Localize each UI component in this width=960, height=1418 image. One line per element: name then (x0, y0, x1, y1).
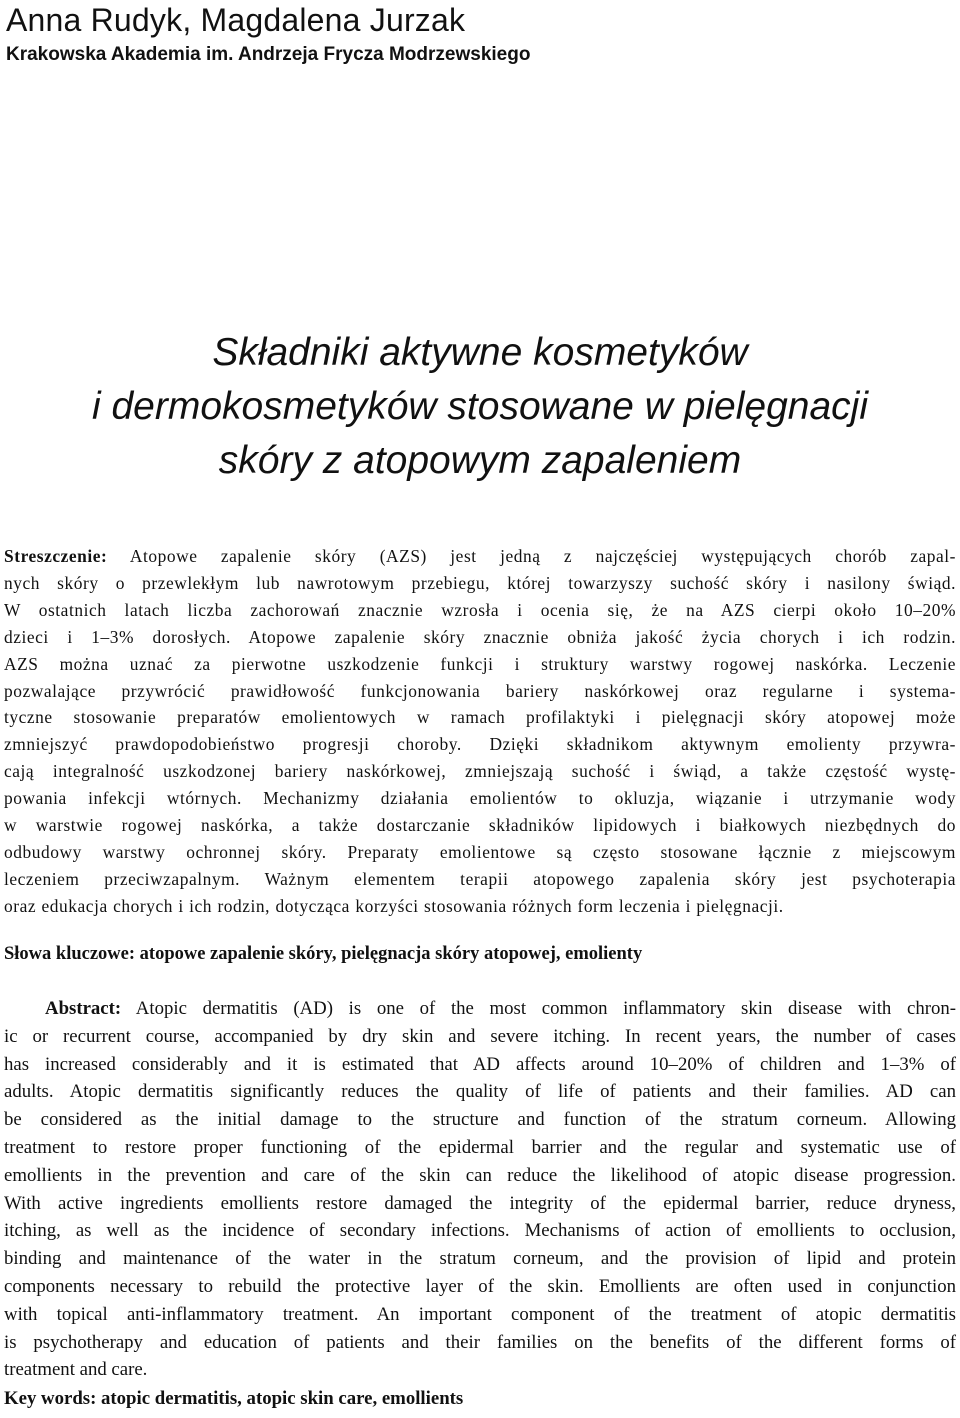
abstract-text: Atopowe zapalenie skóry (AZS) jest jedną z najczęściej występujących chorób zapal- (107, 546, 956, 566)
abstract-polish (4, 543, 956, 920)
abstract-line: With active ingredients emollients restore damaged the integrity of the epidermal barrier, reduce dryness, (4, 1192, 956, 1214)
keywords-english: Key words: atopic dermatitis, atopic skin care, emollients (4, 1388, 464, 1409)
abstract-english (4, 995, 956, 1384)
abstract-line: itching, as well as the incidence of secondary infections. Mechanisms of action of emollients to occlusion, (4, 1220, 956, 1242)
abstract-line: leczeniem przeciwzapalnym. Ważnym elementem terapii atopowego zapalenia skóry jest psychoterapia (4, 868, 956, 889)
abstract-line: w warstwie rogowej naskórka, a także dostarczanie składników lipidowych i białkowych niezbędnych do (4, 815, 956, 836)
abstract-line: nych skóry o przewlekłym lub nawrotowym przebiegu, której towarzyszy suchość skóry i nasilony świąd. (4, 572, 956, 593)
title-line: Składniki aktywne kosmetyków (212, 331, 748, 374)
abstract-line: cają integralność uszkodzonej bariery naskórkowej, zmniejszają suchość i świąd, a także częstość wystę- (4, 761, 956, 782)
abstract-label: Streszczenie: (4, 546, 108, 566)
abstract-line: emollients in the prevention and care of the skin can reduce the likelihood of atopic disease progression. (4, 1164, 956, 1186)
abstract-line: components necessary to rebuild the protective layer of the skin. Emollients are often used in conjunction (4, 1275, 956, 1297)
abstract-line: binding and maintenance of the water in the stratum corneum, and the provision of lipid and protein (4, 1248, 956, 1270)
title-line: skóry z atopowym zapaleniem (218, 439, 742, 482)
authors: Anna Rudyk, Magdalena Jurzak (6, 2, 466, 38)
abstract-line: W ostatnich latach liczba zachorowań znacznie wzrosła i ocenia się, że na AZS cierpi około 10–20% (4, 599, 956, 620)
abstract-label: Abstract: (45, 998, 122, 1019)
abstract-line (4, 995, 956, 1023)
abstract-line: treatment and care. (4, 1359, 148, 1381)
abstract-line: powania infekcji wtórnych. Mechanizmy działania emolientów to okluzja, wiązanie i utrzymanie wody (4, 788, 956, 809)
abstract-line: dzieci i 1–3% dorosłych. Atopowe zapalenie skóry znacznie obniża jakość życia chorych i ich rodzin. (4, 626, 956, 647)
abstract-line: is psychotherapy and education of patients and their families on the benefits of the different forms of (4, 1331, 956, 1353)
abstract-line: odbudowy warstwy ochronnej skóry. Preparaty emolientowe są często stosowane łącznie z miejscowym (4, 841, 956, 862)
abstract-line: tyczne stosowanie preparatów emolientowych w ramach profilaktyki i pielęgnacji skóry atopowej może (4, 707, 956, 728)
abstract-line: pozwalające przywrócić prawidłowość funkcjonowania bariery naskórkowej oraz regularne i systema- (4, 680, 956, 701)
abstract-line: treatment to restore proper functioning of the epidermal barrier and the regular and systematic use of (4, 1136, 956, 1158)
abstract-line: be considered as the initial damage to the structure and function of the stratum corneum. Allowing (4, 1109, 956, 1131)
abstract-line: oraz edukacja chorych i ich rodzin, dotycząca korzyści stosowania różnych form leczenia i pielęgnacji. (4, 895, 784, 916)
affiliation: Krakowska Akademia im. Andrzeja Frycza Modrzewskiego (6, 44, 531, 65)
abstract-line: with topical anti-inflammatory treatment. An important component of the treatment of atopic dermatitis (4, 1303, 956, 1325)
abstract-line (4, 543, 956, 570)
abstract-line: AZS można uznać za pierwotne uszkodzenie funkcji i struktury warstwy rogowej naskórka. Leczenie (4, 653, 956, 674)
article-title (0, 326, 960, 488)
abstract-line: adults. Atopic dermatitis significantly reduces the quality of life of patients and their families. AD can (4, 1081, 956, 1103)
title-line: i dermokosmetyków stosowane w pielęgnacji (91, 385, 869, 428)
abstract-text: Atopic dermatitis (AD) is one of the most common inflammatory skin disease with chron- (121, 998, 956, 1019)
keywords-polish: Słowa kluczowe: atopowe zapalenie skóry, pielęgnacja skóry atopowej, emolienty (4, 944, 643, 964)
abstract-line: has increased considerably and it is estimated that AD affects around 10–20% of children and 1–3% of (4, 1053, 956, 1075)
abstract-line: zmniejszyć prawdopodobieństwo progresji choroby. Dzięki składnikom aktywnym emolienty przywra- (4, 734, 956, 755)
abstract-line: ic or recurrent course, accompanied by dry skin and severe itching. In recent years, the number of cases (4, 1025, 956, 1047)
